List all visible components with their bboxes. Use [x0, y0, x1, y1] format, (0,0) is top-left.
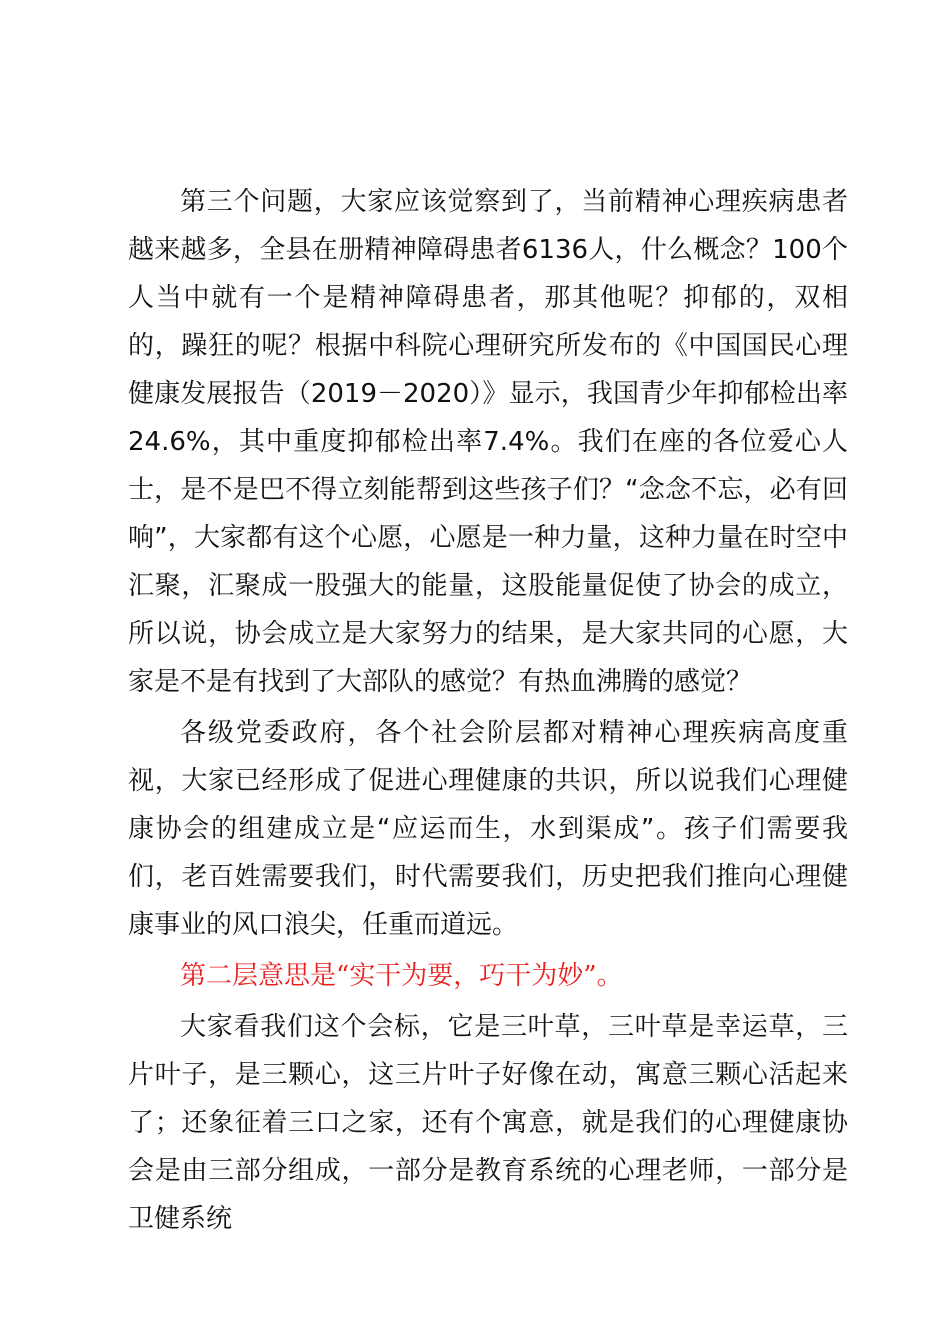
paragraph-mental-health-issue: 第三个问题，大家应该觉察到了，当前精神心理疾病患者越来越多，全县在册精神障碍患者6136人，什么概念？100个人当中就有一个是精神障碍患者，那其他呢？抑郁的，双相的，躁狂的呢？根据中科院心理研究所发布的《中国国民心理健康发展报告（2019－2020）》显示，我国青少年抑郁检出率24.6%，其中重度抑郁检出率7.4%。我们在座的各位爱心人士，是不是巴不得立刻能帮到这些孩子们？“念念不忘，必有回响”，大家都有这个心愿，心愿是一种力量，这种力量在时空中汇聚，汇聚成一股强大的能量，这股能量促使了协会的成立，所以说，协会成立是大家努力的结果，是大家共同的心愿，大家是不是有找到了大部队的感觉？有热血沸腾的感觉？: [128, 187, 848, 697]
document-page: [128, 178, 848, 1246]
paragraph-association-logo: 大家看我们这个会标，它是三叶草，三叶草是幸运草，三片叶子，是三颗心，这三片叶子好像在动，寓意三颗心活起来了；还象征着三口之家，还有个寓意，就是我们的心理健康协会是由三部分组成，一部分是教育系统的心理老师，一部分是卫健系统: [128, 1012, 848, 1234]
paragraph-section-heading: 第二层意思是“实干为要，巧干为妙”。: [180, 961, 623, 991]
paragraph-government-attention: 各级党委政府，各个社会阶层都对精神心理疾病高度重视，大家已经形成了促进心理健康的共识，所以说我们心理健康协会的组建成立是“应运而生，水到渠成”。孩子们需要我们，老百姓需要我们，时代需要我们，历史把我们推向心理健康事业的风口浪尖，任重而道远。: [128, 718, 848, 940]
